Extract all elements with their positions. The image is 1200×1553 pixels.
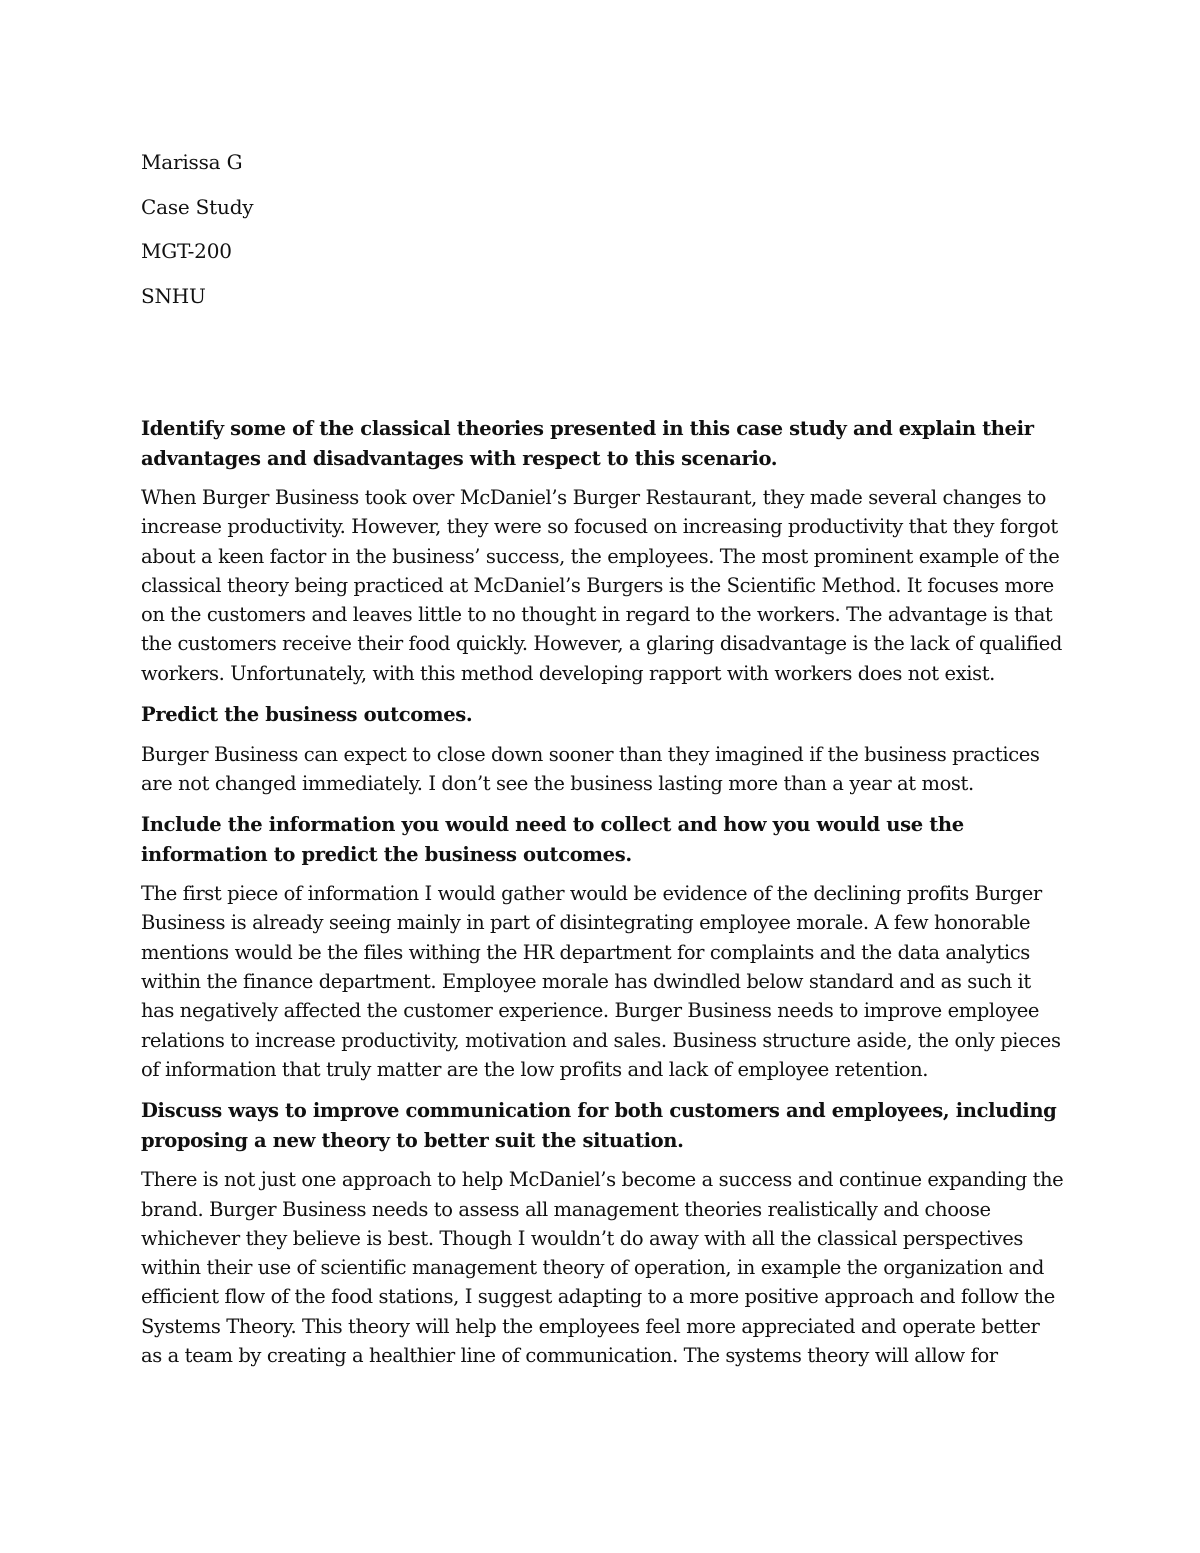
section-communication <box>141 1096 1066 1370</box>
section-heading: Include the information you would need to collect and how you would use the information to predict the business outcomes. <box>141 813 964 866</box>
section-heading: Discuss ways to improve communication for both customers and employees, including proposing a new theory to better suit the situation. <box>141 1099 1057 1152</box>
section-body: Burger Business can expect to close down sooner than they imagined if the business practices are not changed immediately. I don’t see the business lasting more than a year at most. <box>141 742 1040 795</box>
author-name: Marissa G <box>141 150 243 174</box>
course-code: MGT-200 <box>141 239 232 263</box>
section-body: The first piece of information I would gather would be evidence of the declining profits Burger Business is already seeing mainly in part of disintegrating employee morale. A few honorable mentions would be the files withing the HR department for complaints and the data analytics within the finance department. Employee morale has dwindled below standard and as such it has negatively affected the customer experience. Burger Business needs to improve employee relations to increase productivity, motivation and sales. Business structure aside, the only pieces of information that truly matter are the low profits and lack of employee retention. <box>141 882 1061 1081</box>
section-classical-theories <box>141 414 1066 688</box>
section-body: When Burger Business took over McDaniel’s Burger Restaurant, they made several changes to increase productivity. However, they were so focused on increasing productivity that they forgot about a keen factor in the business’ success, the employees. The most prominent example of the classical theory being practiced at McDaniel’s Burgers is the Scientific Method. It focuses more on the customers and leaves little to no thought in regard to the workers. The advantage is that the customers receive their food quickly. However, a glaring disadvantage is the lack of qualified workers. Unfortunately, with this method developing rapport with workers does not exist. <box>141 486 1062 685</box>
section-information-needed <box>141 810 1066 1084</box>
section-heading: Identify some of the classical theories presented in this case study and explain their advantages and disadvantages with respect to this scenario. <box>141 417 1034 470</box>
document-content <box>141 140 1066 1382</box>
school-name: SNHU <box>141 283 206 308</box>
document-type: Case Study <box>141 194 254 219</box>
section-business-outcomes <box>141 700 1066 798</box>
document-header <box>141 140 1066 318</box>
section-heading: Predict the business outcomes. <box>141 703 473 727</box>
section-body: There is not just one approach to help McDaniel’s become a success and continue expanding the brand. Burger Business needs to assess all management theories realistically and choose whichever they believe is best. Though I wouldn’t do away with all the classical perspectives within their use of scientific management theory of operation, in example the organization and efficient flow of the food stations, I suggest adapting to a more positive approach and follow the Systems Theory. This theory will help the employees feel more appreciated and operate better as a team by creating a healthier line of communication. The systems theory will allow for <box>141 1168 1064 1368</box>
